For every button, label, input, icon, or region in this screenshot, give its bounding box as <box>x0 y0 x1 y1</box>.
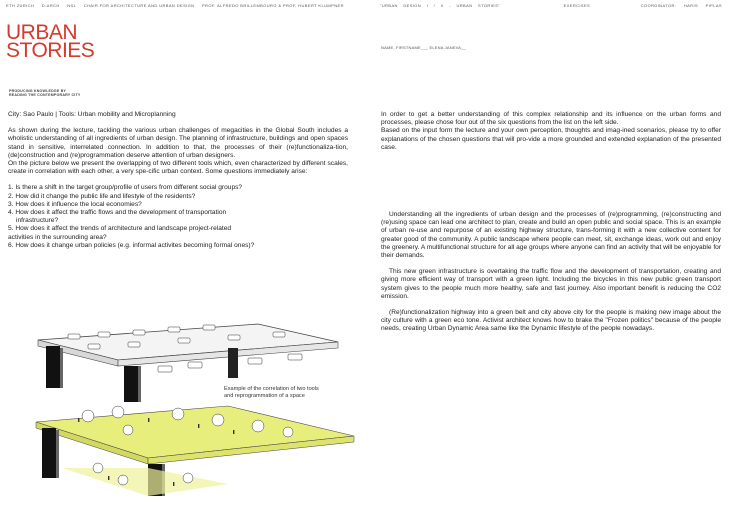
answer-paragraph: This new green infrastructure is overtaking the traffic flow and the development of transportation, creating and giving more efficient way of transport with a green light. Including the bicycles in this new public green transport system gives to the people much more healthy, safe and fast journey. Also important benefit is reducing the CO2 emission. <box>381 268 721 300</box>
header-item: STORIES" <box>478 3 501 8</box>
header-item: - <box>449 3 451 8</box>
green-highway-drawing <box>36 406 354 496</box>
tagline <box>9 89 81 98</box>
highway-illustration <box>28 318 358 500</box>
question-item: infrastructure? <box>16 217 59 225</box>
answer-paragraph: Understanding all the ingredients of urban design and the processes of (re)programming, (re)constructing and (re)using space can lead one architect to plan, create and build an open public and social space. This is an example of urban re-use and repurpose of an existing highway structure, trans-forming it with a new collective content for greater good of the community. A public landscape where people can meet, sit, exchange ideas, work out and enjoy the greenery. A multifunctional structure for all age groups where anyone can find an activity that will be enjoyable for their demands. <box>381 211 722 260</box>
header-item: URBAN <box>456 3 473 8</box>
tagline-line: PRODUCING KNOWLEDGE BY <box>9 89 67 93</box>
question-item: 5. How does it affect the trends of architecture and landscape project-related <box>8 225 232 233</box>
logo-line: STORIES <box>6 39 95 62</box>
logo <box>6 21 95 62</box>
header-item: D-ARCH <box>41 3 60 8</box>
instruction-paragraph: In order to get a better understanding of this complex relationship and its influence on the urban forms and processes, please chose four out of the six questions from the list on the left side. <box>381 111 721 127</box>
left-column <box>8 111 348 250</box>
question-item: 3. How does it influence the local economies? <box>8 200 142 208</box>
figure-caption <box>224 386 364 400</box>
header-item: ETH ZÜRICH <box>6 3 35 8</box>
logo-line: URBAN <box>6 21 78 44</box>
header-item: PIPLAS <box>705 3 722 8</box>
header-coordinator <box>641 3 722 8</box>
header-item: / <box>433 3 436 8</box>
header-left <box>6 3 350 8</box>
question-item: 6. How does it change urban policies (e.g. informal activites becoming formal ones)? <box>8 241 255 249</box>
student-name: NAME, FIRSTNAME___ ELENA JANEVA__ <box>381 45 466 50</box>
right-column-instructions <box>381 111 721 152</box>
header-item: CHAIR FOR ARCHITECTURE AND URBAN DESIGN <box>83 3 195 8</box>
answer-paragraph: (Re)functionalization highway into a green belt and city above city for the people is making new image about the city culture with a green eco tone. Activist architect knows how to brake the "Frozen politics" because of the people needs, creating Urban Dynamic Area same like the Dynamic lifestyle of the people nowadays. <box>381 309 721 333</box>
header-item: COORDINATOR: <box>640 3 677 8</box>
question-item: activities in the surrounding area? <box>8 233 107 241</box>
intro-paragraph: As shown during the lecture, tackling the various urban challenges of megacities in the Global South includes a wholistic understanding of all ingredients of urban design. The planning of infrastructure, buildings and open spaces stand in sensitive, interrelated connection. In addition to that, the processes of their (re)functionaliza-tion, (de)construction and (re)programmation deserve attention of urban designers. <box>8 127 348 159</box>
header-exercises: EXERCISES <box>563 3 591 8</box>
tagline-line: READING THE CONTEMPORARY CITY <box>9 93 81 98</box>
question-item: 1. Is there a shift in the target group/profile of users from different social groups? <box>8 184 243 192</box>
intro-paragraph-2: On the picture below we present the overlapping of two different tools which, even characterized by different scales, create in correlation with each other, a very spe-cific urban context. Some questions immediately arise: <box>8 160 348 176</box>
header-item: HARIS <box>683 3 699 8</box>
header-item: DESIGN <box>403 3 422 8</box>
header-item: II <box>440 3 444 8</box>
caption-line: Example of the correlation of two tools <box>224 386 319 392</box>
question-item: 2. How did it change the public life and lifestyle of the residents? <box>8 192 196 200</box>
question-item: 4. How does it affect the traffic flows and the development of transportation <box>8 209 227 217</box>
header-item: "URBAN <box>380 3 398 8</box>
caption-line: and reprogrammation of a space <box>224 393 305 399</box>
right-column-answers <box>381 211 721 334</box>
header-course <box>380 3 594 8</box>
header-item: I <box>426 3 429 8</box>
header-item: PROF. ALFREDO BRILLEMBOURG & PROF. HUBERT KLUMPNER <box>201 3 344 8</box>
city-line: City: Sao Paulo | Tools: Urban mobility and Microplanning <box>8 111 176 118</box>
instruction-paragraph-2: Based on the input form the lecture and your own perception, thoughts and imag-ined scenarios, please try to offer explanations of the chosen questions that will pro-vide a more grounded and extended explanation of the presented case. <box>381 127 721 151</box>
header-item: NSL <box>67 3 77 8</box>
